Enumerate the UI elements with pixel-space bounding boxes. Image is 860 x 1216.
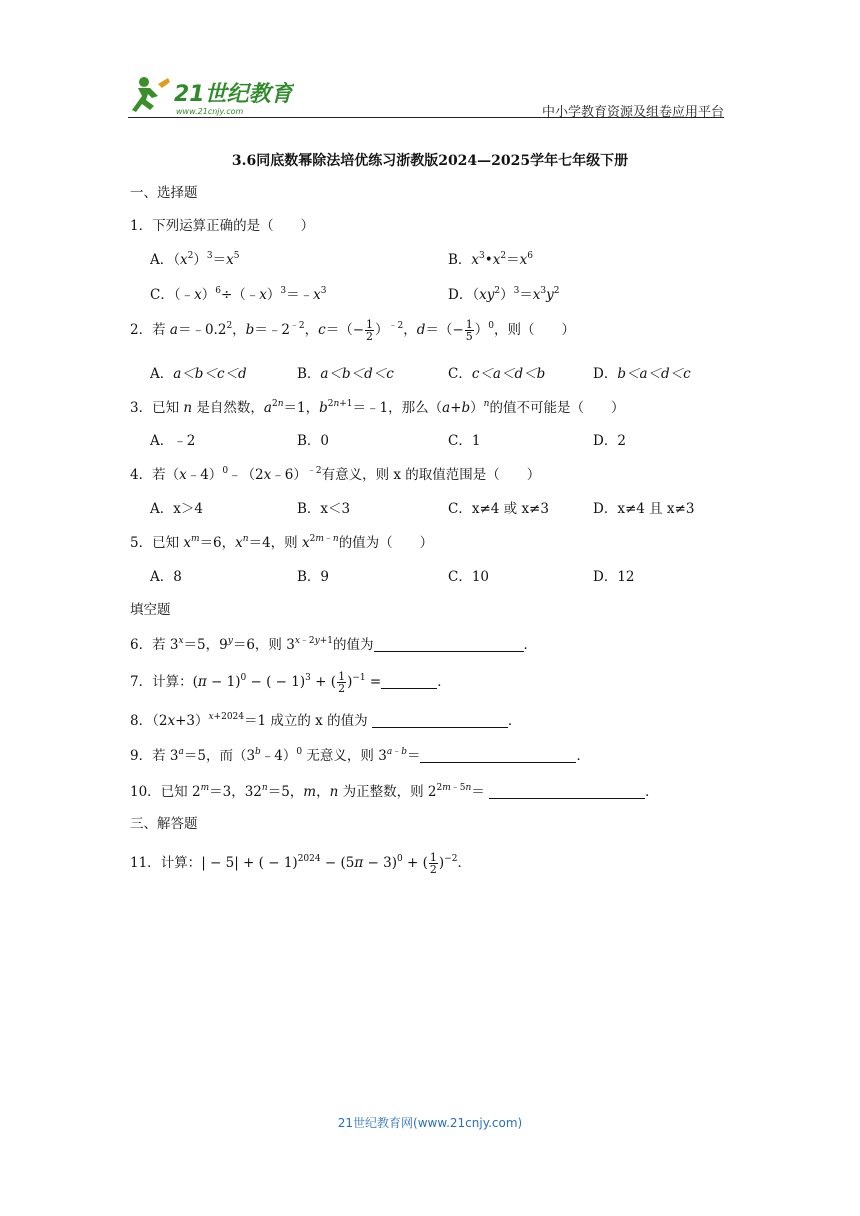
logo-url: www.21cnjy.com [176, 107, 244, 116]
q3-stem: 3．已知 n 是自然数，$a^{2n}=1$，$b^{2n+1}=﹣1$，那么$(a+b)^n$的值不可能是（ ） [130, 399, 625, 416]
logo-text: 21世纪教育 [174, 82, 293, 107]
platform-name: 中小学教育资源及组卷应用平台 [541, 105, 724, 120]
q4-option-b: B．x＜3 [297, 501, 351, 517]
q5-option-b: B．9 [297, 569, 330, 585]
section-fill: 填空题 [130, 602, 171, 618]
section-choice: 一、选择题 [130, 185, 198, 201]
header-divider [128, 117, 724, 118]
footer-link[interactable]: 21世纪教育网(www.21cnjy.com) [337, 1116, 523, 1130]
q2-stem: 2．若 $a=﹣0.2^2$，$b=﹣2^{﹣2}$，c＝（− $\frac{1}{2}$ ）$^{﹣2}$，d＝（− $\frac{1}{5}$ ）$^0$，则（ ） [130, 318, 575, 343]
runner-icon [132, 77, 170, 112]
q3-option-b: B．0 [297, 433, 330, 449]
q5-option-c: C．10 [448, 569, 490, 585]
q3-option-d: D．2 [593, 433, 626, 449]
q2-option-a: A．a＜b＜c＜d [150, 366, 247, 382]
q1-option-a: A．$(x^2)^3=x^5$ [150, 251, 240, 268]
q7-stem: 7．计算：$(\pi - 1)^0$ − ( − 1)$^3$ + ( $\frac{1}{2}$ )$^{-1}$ = ． [130, 670, 451, 695]
section-answer: 三、解答题 [130, 816, 198, 832]
q11-stem: 11．计算：| − 5| + ( − $1)^{2024} - (5\pi - 3)^0$ + ( $\frac{1}{2}$ )$^{-2}$． [130, 851, 471, 876]
q8-stem: 8．$(2x+3)^{x+2024}=1$ 成立的 x 的值为 ． [130, 712, 522, 729]
q9-stem: 9．若 $3^a=5$，而（3$^b$﹣4）$^0$ 无意义，则 $3^{a﹣b}=$ ． [130, 747, 590, 764]
q2-option-d: D．b＜a＜d＜c [593, 366, 691, 382]
q5-option-a: A．8 [150, 569, 182, 585]
q4-option-c: C．x≠4 或 x≠3 [448, 501, 549, 517]
q1-option-c: C．$(﹣x)^6\div(﹣x)^3=﹣x^3$ [150, 286, 327, 303]
q6-stem: 6．若 $3^x=5$，$9^y=6$，则 $3^{x﹣2y+1}$的值为 ． [130, 636, 538, 653]
q3-option-c: C．1 [448, 433, 481, 449]
q2-option-b: B．a＜b＜d＜c [297, 366, 394, 382]
q5-option-d: D．12 [593, 569, 635, 585]
q5-stem: 5．已知 $x^m=6$，$x^n=4$，则 $x^{2m﹣n}$的值为（ ） [130, 534, 434, 551]
q4-option-a: A．x＞4 [150, 501, 203, 517]
page-title: 3.6同底数幂除法培优练习浙教版2024—2025学年七年级下册 [231, 153, 629, 169]
q10-stem: 10．已知 $2^m=3$，$32^n=5$，m，n 为正整数，则 $2^{2m﹣5n}=$ ． [130, 783, 659, 800]
q2-option-c: C．c＜a＜d＜b [448, 366, 546, 382]
q3-option-a: A．﹣2 [150, 433, 196, 449]
site-logo [124, 70, 294, 118]
q1-stem: 1．下列运算正确的是（ ） [130, 218, 315, 234]
q4-option-d: D．x≠4 且 x≠3 [593, 501, 695, 517]
q1-option-b: B．$x^3•x^2=x^6$ [448, 251, 533, 268]
q4-stem: 4．若（x﹣4）$^0$﹣（2x﹣6）$^{﹣2}$有意义，则 x 的取值范围是（ ） [130, 466, 541, 483]
q1-option-d: D．$(xy^2)^3=x^3y^2$ [448, 286, 560, 303]
